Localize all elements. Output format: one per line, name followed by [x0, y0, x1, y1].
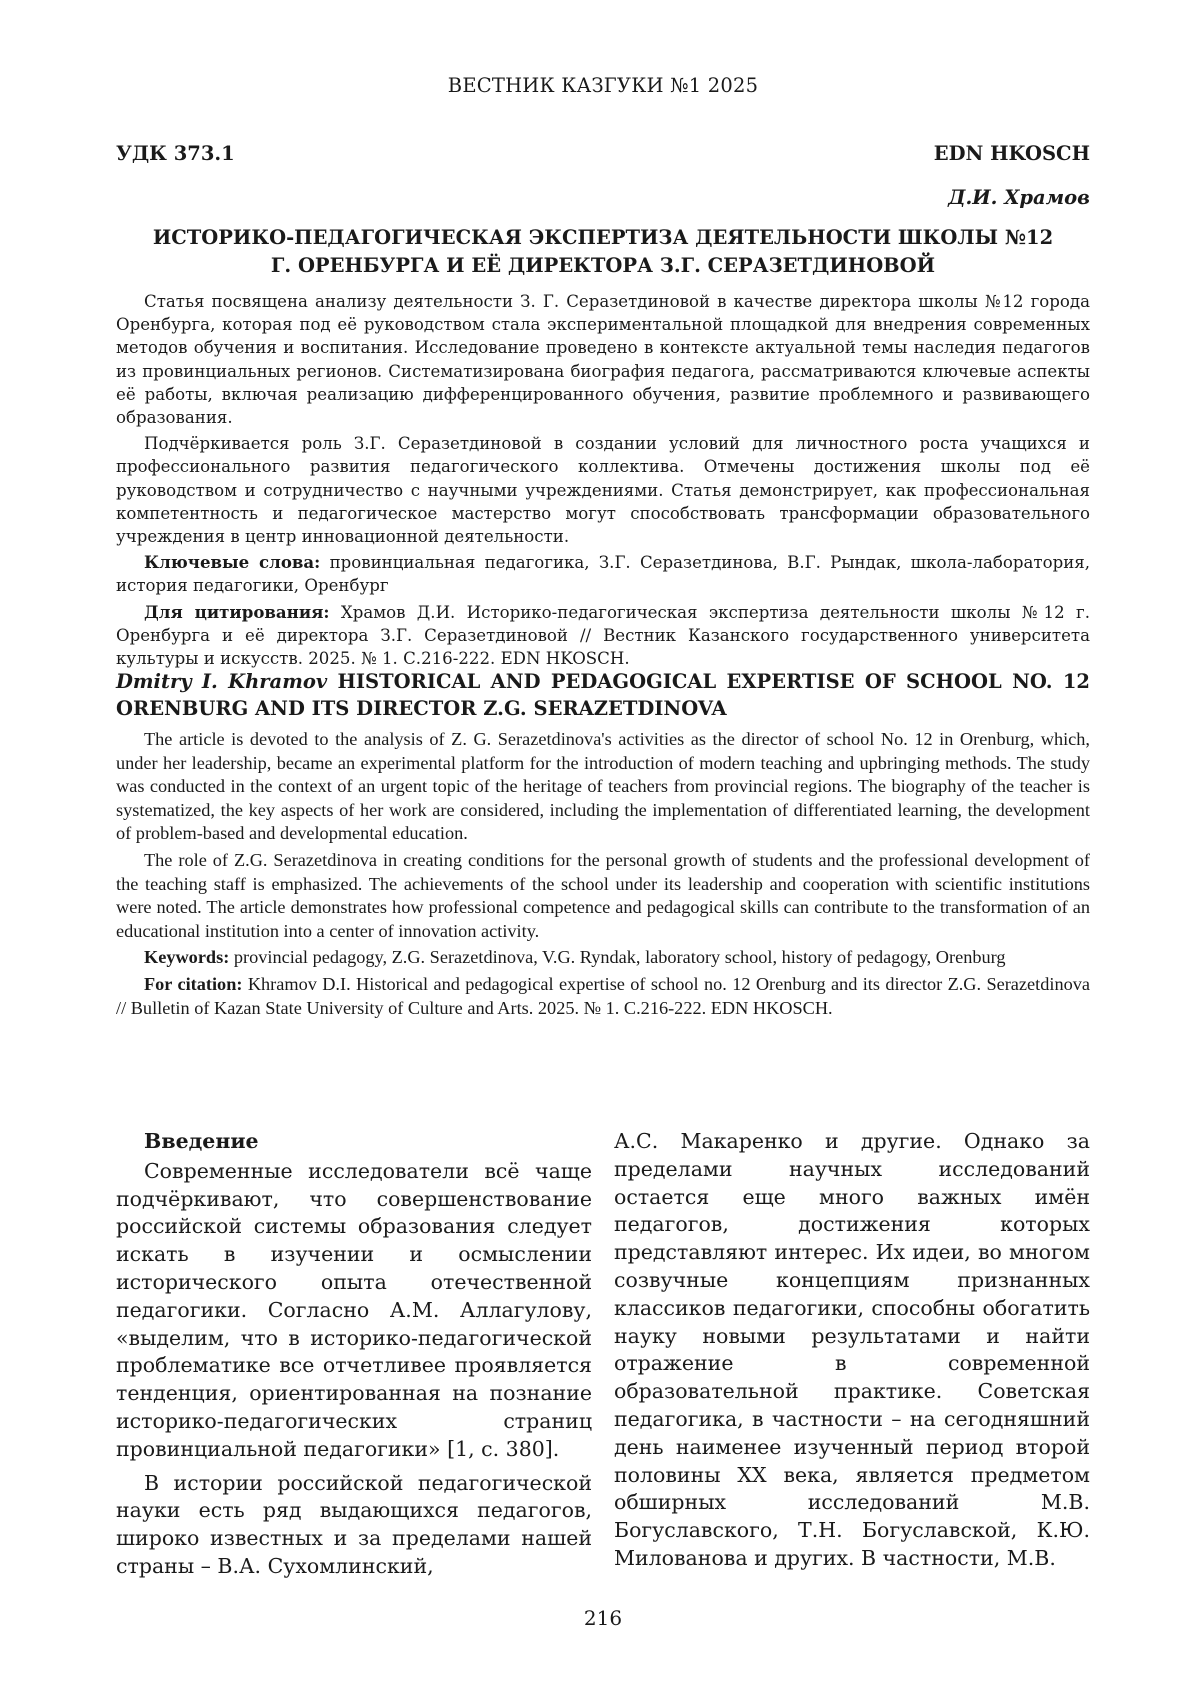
body-paragraph: А.С. Макаренко и другие. Однако за пределами научных исследований остается еще много важных имён педагогов, достижения которых представляют интерес. Их идеи, во многом созвучные концепциям признанных классиков педагогики, способны обогатить науку новыми результатами и найти отражение в современной образовательной практике. Советская педагогика, в частности – на сегодняшний день наименее изученный период второй половины XX века, является предметом обширных исследований М.В. Богуславского, Т.Н. Богуславской, К.Ю. Милованова и других. В частности, М.В. [614, 1129, 1090, 1570]
abstract-en-paragraph-1: The article is devoted to the analysis of Z. G. Serazetdinova's activities as the director of school No. 12 in Orenburg, which, under her leadership, became an experimental platform for the introduction of modern teaching and upbringing methods. The study was conducted in the context of an urgent topic of the heritage of teachers from provincial regions. The biography of the teacher is systematized, the key aspects of her work are considered, including the implementation of differentiated learning, the development of problem-based and developmental education. [116, 729, 1090, 844]
article-title-ru [116, 224, 1090, 280]
citation-en-label: For citation: [144, 973, 243, 994]
abstract-ru-paragraph-1: Статья посвящена анализу деятельности З. Г. Серазетдиновой в качестве директора школы №12 города Оренбурга, которая под её руководством стала экспериментальной площадкой для внедрения современных методов обучения и воспитания. Исследование проведено в контексте актуальной темы наследия педагогов из провинциальных регионов. Систематизирована биография педагога, рассматриваются ключевые аспекты её работы, включая реализацию дифференцированного обучения, развитие проблемного и развивающего образования. [116, 292, 1090, 428]
author-en: Dmitry I. Khramov [116, 670, 328, 693]
title-ru-line-1: ИСТОРИКО-ПЕДАГОГИЧЕСКАЯ ЭКСПЕРТИЗА ДЕЯТЕЛЬНОСТИ ШКОЛЫ №12 [152, 226, 1054, 249]
citation-ru-text: Храмов Д.И. Историко-педагогическая экспертиза деятельности школы №12 г. Оренбурга и её директора З.Г. Серазетдиновой // Вестник Казанского государственного университета культуры и искусств. 2025. № 1. С.216-222. EDN HKOSCH. [116, 602, 1090, 669]
keywords-en-text: provincial pedagogy, Z.G. Serazetdinova, V.G. Ryndak, laboratory school, history of pedagogy, Orenburg [229, 947, 1006, 968]
keywords-ru [116, 551, 1090, 597]
keywords-ru-text: провинциальная педагогика, З.Г. Серазетдинова, В.Г. Рындак, школа-лаборатория, история педагогики, Оренбург [116, 553, 1090, 596]
abstract-ru-paragraph-2: Подчёркивается роль З.Г. Серазетдиновой в создании условий для личностного роста учащихся и профессионального развития педагогического коллектива. Отмечены достижения школы под её руководством и сотрудничество с научными учреждениями. Статья демонстрирует, как профессиональная компетентность и педагогическое мастерство могут способствовать трансформации образовательного учреждения в центр инновационной деятельности. [116, 434, 1090, 547]
meta-row [116, 142, 1090, 165]
title-en-text: HISTORICAL AND PEDAGOGICAL EXPERTISE OF SCHOOL NO. 12 ORENBURG AND ITS DIRECTOR Z.G. SERAZETDINOVA [116, 670, 1091, 720]
edn-code: EDN HKOSCH [933, 142, 1090, 165]
section-heading-introduction: Введение [144, 1129, 259, 1153]
udk-code: УДК 373.1 [116, 142, 235, 165]
body-paragraph: Современные исследователи всё чаще подчёркивают, что совершенствование российской системы образования следует искать в изучении и осмыслении исторического опыта отечественной педагогики. Согласно А.М. Аллагулову, «выделим, что в историко-педагогической проблематике все отчетливее проявляется тенденция, ориентированная на познание историко-педагогических страниц провинциальной педагогики» [1, с. 380]. [116, 1158, 592, 1461]
body-column-left [116, 1128, 592, 1581]
citation-ru [116, 601, 1090, 671]
citation-ru-label: Для цитирования: [144, 601, 330, 622]
keywords-ru-label: Ключевые слова: [144, 552, 321, 573]
abstract-en [116, 728, 1090, 1020]
body-paragraph: В истории российской педагогической науки есть ряд выдающихся педагогов, широко известных и за пределами нашей страны – В.А. Сухомлинский, [116, 1470, 592, 1578]
citation-en [116, 973, 1090, 1020]
body-column-right [614, 1128, 1090, 1573]
article-title-en [116, 668, 1090, 722]
citation-en-text: Khramov D.I. Historical and pedagogical expertise of school no. 12 Orenburg and its director Z.G. Serazetdinova // Bulletin of Kazan State University of Culture and Arts. 2025. № 1. C.216-222. EDN HKOSCH. [116, 973, 1090, 1018]
journal-header: ВЕСТНИК КАЗГУКИ №1 2025 [447, 74, 759, 97]
abstract-ru [116, 290, 1090, 670]
page-number: 216 [583, 1606, 623, 1630]
title-ru-line-2: Г. ОРЕНБУРГА И ЕЁ ДИРЕКТОРА З.Г. СЕРАЗЕТДИНОВОЙ [270, 254, 936, 277]
keywords-en-label: Keywords: [144, 947, 230, 968]
journal-page [116, 0, 1090, 1697]
abstract-en-paragraph-2: The role of Z.G. Serazetdinova in creating conditions for the personal growth of students and the professional development of the teaching staff is emphasized. The achievements of the school under its leadership and cooperation with scientific institutions were noted. The article demonstrates how professional competence and pedagogical skills can contribute to the transformation of an educational institution into a center of innovation activity. [116, 849, 1090, 941]
keywords-en [116, 946, 1090, 970]
author-ru: Д.И. Храмов [948, 186, 1090, 209]
